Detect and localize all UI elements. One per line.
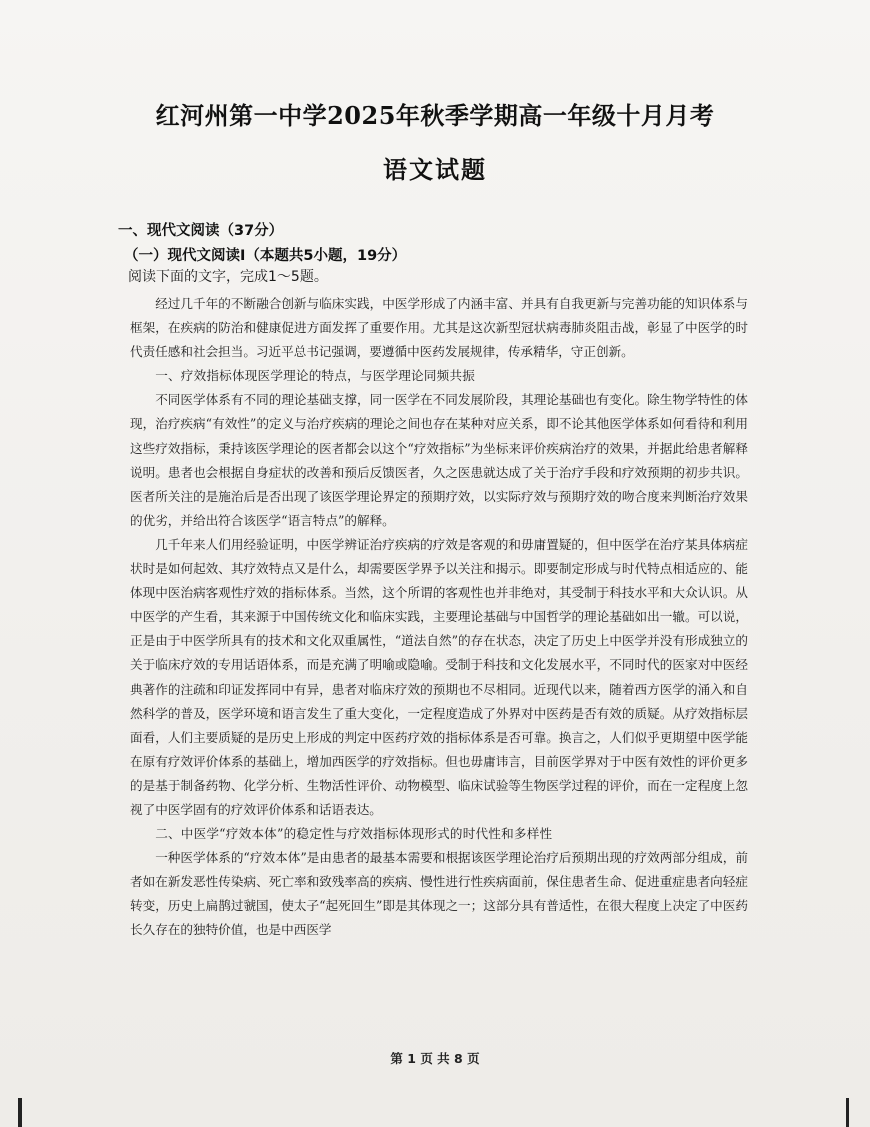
- passage-paragraph: 经过几千年的不断融合创新与临床实践，中医学形成了内涵丰富、并具有自我更新与完善功能的知识体系与框架，在疾病的防治和健康促进方面发挥了重要作用。尤其是这次新型冠状病毒肺炎阻击战，彰显了中医学的时代责任感和社会担当。习近平总书记强调，要遵循中医药发展规律，传承精华，守正创新。: [130, 296, 748, 360]
- section-heading: 一、现代文阅读（37分）: [118, 223, 284, 239]
- page-footer: 第 1 页 共 8 页: [390, 1051, 480, 1066]
- passage-paragraph: 一种医学体系的“疗效本体”是由患者的最基本需要和根据该医学理论治疗后预期出现的疗效两部分组成，前者如在新发恶性传染病、死亡率和致残率高的疾病、慢性进行性疾病面前，保住患者生命、促进重症患者向轻症转变，历史上扁鹊过虢国，使太子“起死回生”即是其体现之一；这部分具有普适性，在很大程度上决定了中医药长久存在的独特价值，也是中西医学: [130, 850, 748, 938]
- exam-subtitle: 语文试题: [383, 155, 487, 184]
- reading-passage: [130, 292, 748, 943]
- exam-title: 红河州第一中学2025年秋季学期高一年级十月月考: [155, 101, 715, 130]
- scan-edge-mark: [18, 1098, 22, 1127]
- scan-edge-mark: [846, 1098, 849, 1127]
- passage-subheading: 一、疗效指标体现医学理论的特点，与医学理论同频共振: [155, 368, 476, 384]
- subsection-heading: （一）现代文阅读I（本题共5小题，19分）: [124, 248, 407, 264]
- passage-paragraph: 不同医学体系有不同的理论基础支撑，同一医学在不同发展阶段，其理论基础也有变化。除生物学特性的体现，治疗疾病“有效性”的定义与治疗疾病的理论之间也存在某种对应关系，即不论其他医学体系如何看待和利用这些疗效指标，秉持该医学理论的医者都会以这个“疗效指标”为坐标来评价疾病治疗的效果，并据此给患者解释说明。患者也会根据自身症状的改善和预后反馈医者，久之医患就达成了关于治疗手段和疗效预期的初步共识。医者所关注的是施治后是否出现了该医学理论界定的预期疗效，以实际疗效与预期疗效的吻合度来判断治疗效果的优劣，并给出符合该医学“语言特点”的解释。: [130, 392, 748, 528]
- passage-paragraph: 几千年来人们用经验证明，中医学辨证治疗疾病的疗效是客观的和毋庸置疑的，但中医学在治疗某具体病症状时是如何起效、其疗效特点又是什么，却需要医学界予以关注和揭示。即要制定形成与时代特点相适应的、能体现中医治病客观性疗效的指标体系。当然，这个所谓的客观性也并非绝对，其受制于科技水平和大众认识。从中医学的产生看，其来源于中国传统文化和临床实践，主要理论基础与中国哲学的理论基础如出一辙。可以说，正是由于中医学所具有的技术和文化双重属性，“道法自然”的存在状态，决定了历史上中医学并没有形成独立的关于临床疗效的专用话语体系，而是充满了明喻或隐喻。受制于科技和文化发展水平，不同时代的医家对中医经典著作的注疏和印证发挥同中有异，患者对临床疗效的预期也不尽相同。近现代以来，随着西方医学的涌入和自然科学的普及，医学环境和语言发生了重大变化，一定程度造成了外界对中医药是否有效的质疑。从疗效指标层面看，人们主要质疑的是历史上形成的判定中医药疗效的指标体系是否可靠。换言之，人们似乎更期望中医学能在原有疗效评价体系的基础上，增加西医学的疗效指标。但也毋庸讳言，目前医学界对于中医有效性的评价更多的是基于制备药物、化学分析、生物活性评价、动物模型、临床试验等生物医学过程的评价，而在一定程度上忽视了中医学固有的疗效评价体系和话语表达。: [130, 536, 748, 817]
- passage-subheading: 二、中医学“疗效本体”的稳定性与疗效指标体现形式的时代性和多样性: [155, 826, 553, 842]
- reading-instruction: 阅读下面的文字，完成1～5题。: [128, 269, 328, 285]
